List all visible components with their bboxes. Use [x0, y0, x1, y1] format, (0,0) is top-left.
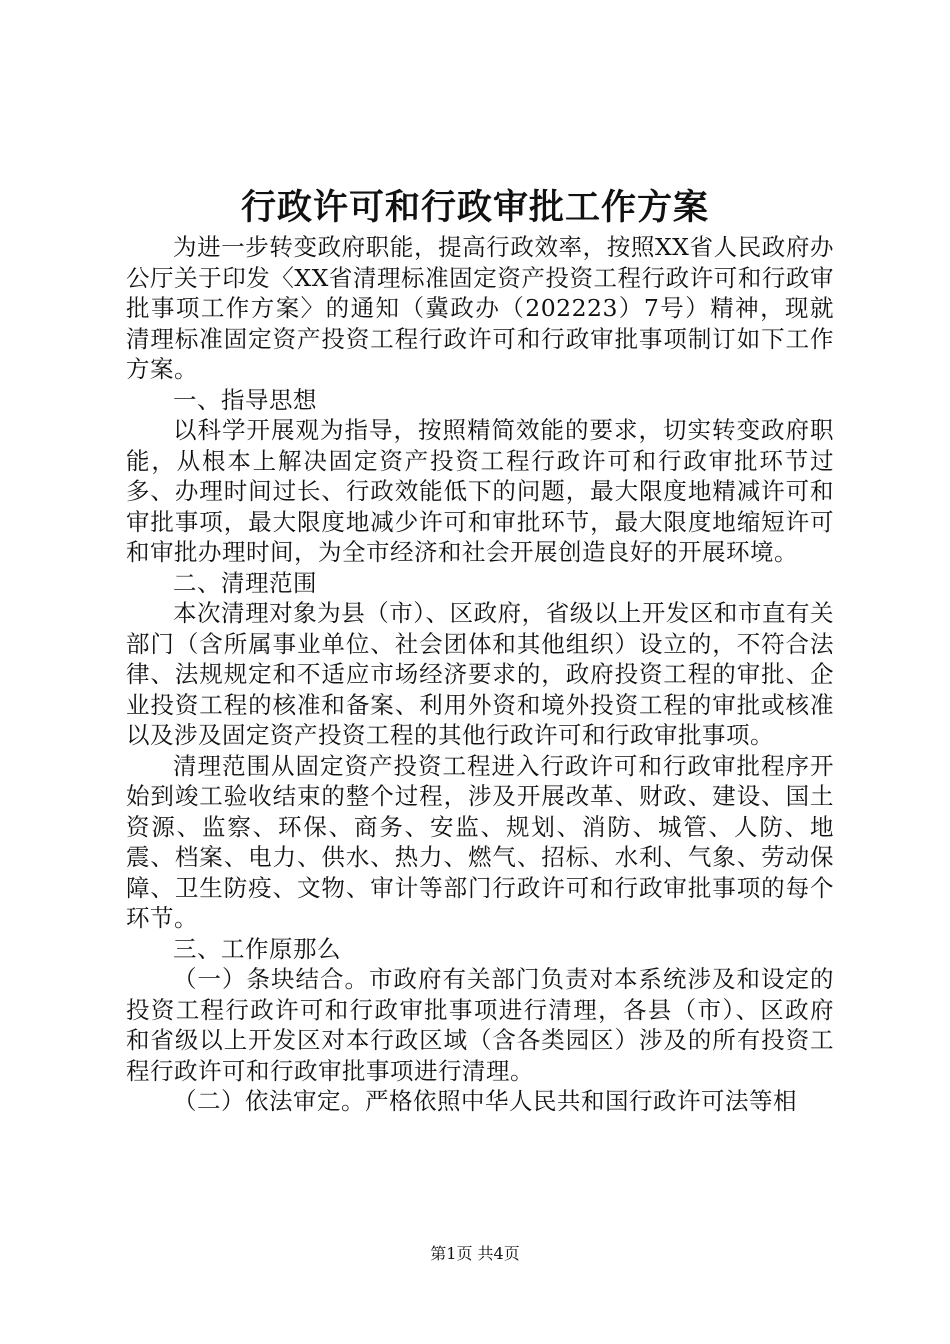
paragraph-principle-1: （一）条块结合。市政府有关部门负责对本系统涉及和设定的投资工程行政许可和行政审批事项进行清理，各县（市）、区政府和省级以上开发区对本行政区域（含各类园区）涉及的所有投资工程行政许可和行政审批事项进行清理。 [126, 965, 834, 1085]
paragraph-principle-2: （二）依法审定。严格依照中华人民共和国行政许可法等相 [173, 1087, 797, 1115]
paragraph-guiding-ideology: 以科学开展观为指导，按照精简效能的要求，切实转变政府职能，从根本上解决固定资产投资工程行政许可和行政审批环节过多、办理时间过长、行政效能低下的问题，最大限度地精减许可和审批事项，最大限度地减少许可和审批环节，最大限度地缩短许可和审批办理时间，为全市经济和社会开展创造良好的开展环境。 [126, 416, 834, 566]
section-heading-guiding-ideology: 一、指导思想 [173, 385, 317, 414]
document-title: 行政许可和行政审批工作方案 [240, 187, 709, 228]
paragraph-scope-objects: 本次清理对象为县（市）、区政府，省级以上开发区和市直有关部门（含所属事业单位、社会团体和其他组织）设立的，不符合法律、法规规定和不适应市场经济要求的，政府投资工程的审批、企业投资工程的核准和备案、利用外资和境外投资工程的审批或核准以及涉及固定资产投资工程的其他行政许可和行政审批事项。 [126, 599, 834, 749]
paragraph-intro: 为进一步转变政府职能，提高行政效率，按照XX省人民政府办公厅关于印发〈XX省清理标准固定资产投资工程行政许可和行政审批事项工作方案〉的通知（冀政办（202223）7号）精神，现就清理标准固定资产投资工程行政许可和行政审批事项制订如下工作方案。 [126, 233, 834, 383]
page-footer: 第1页 共4页 [430, 1244, 520, 1263]
paragraph-scope-range: 清理范围从固定资产投资工程进入行政许可和行政审批程序开始到竣工验收结束的整个过程，涉及开展改革、财政、建设、国土资源、监察、环保、商务、安监、规划、消防、城管、人防、地震、档案、电力、供水、热力、燃气、招标、水利、气象、劳动保障、卫生防疫、文物、审计等部门行政许可和行政审批事项的每个环节。 [126, 751, 834, 932]
section-heading-scope: 二、清理范围 [173, 568, 317, 597]
section-heading-principles: 三、工作原那么 [173, 934, 341, 963]
document-body [126, 232, 834, 1117]
